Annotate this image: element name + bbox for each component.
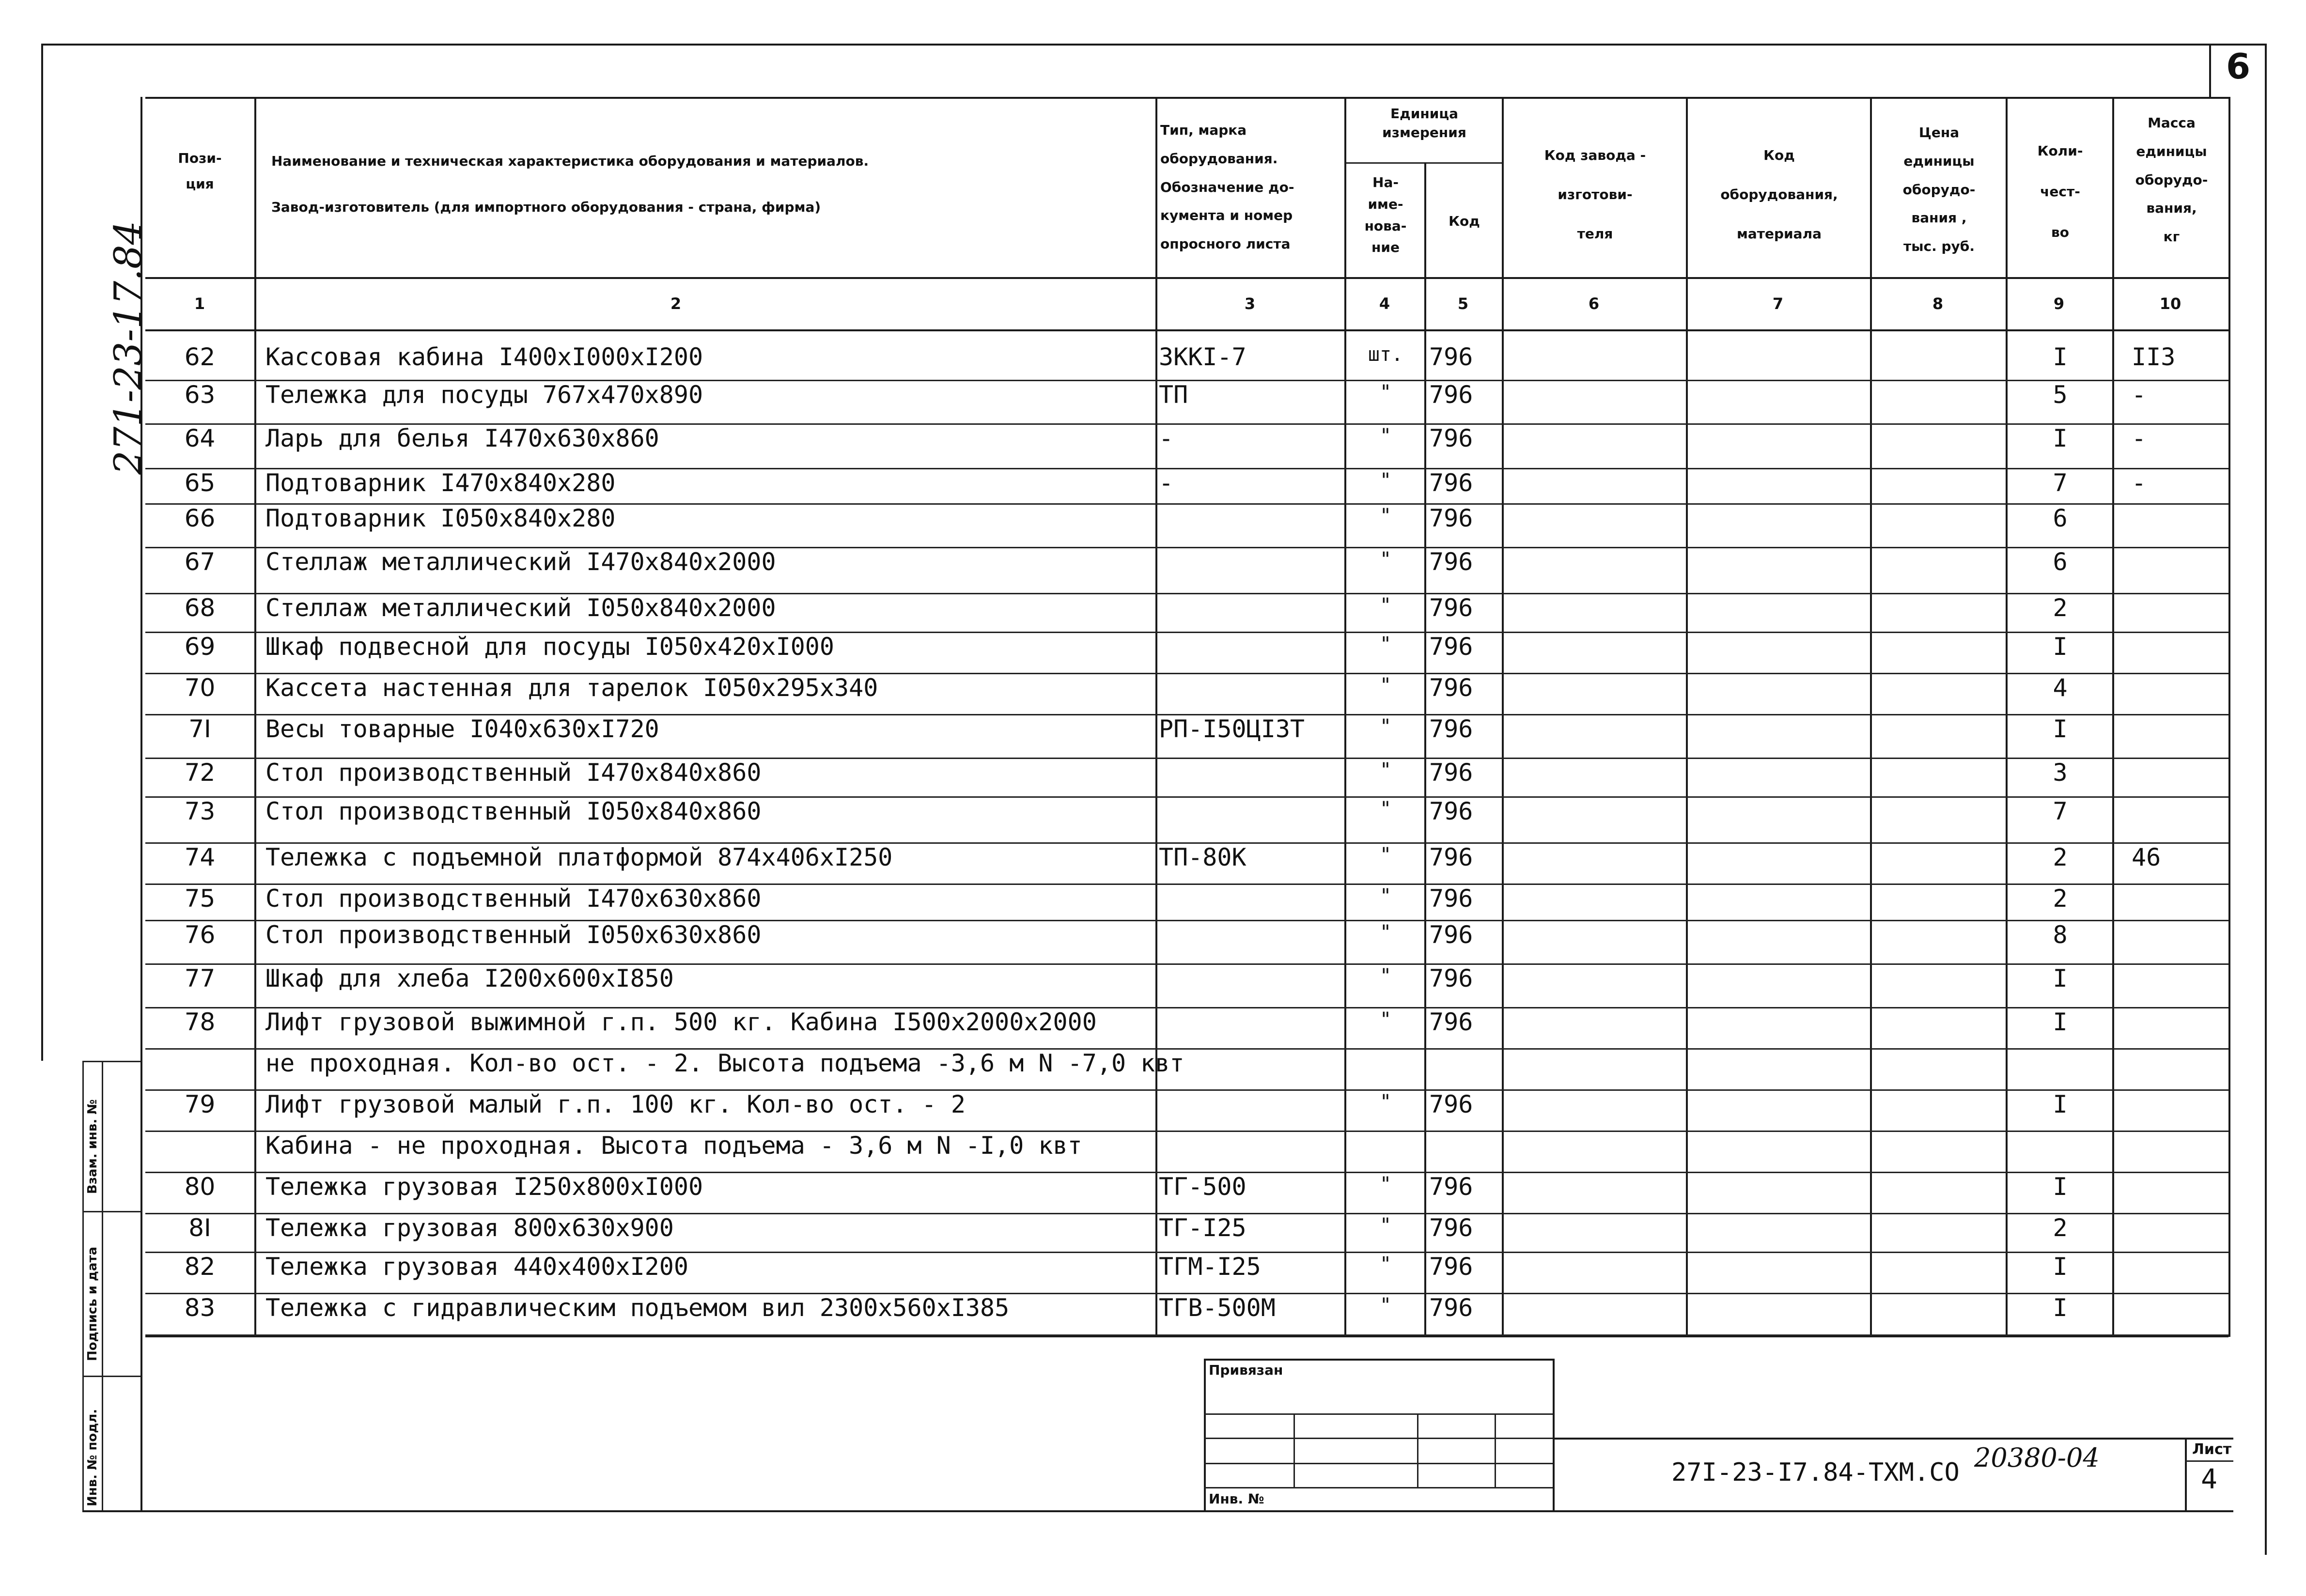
row-position: 79 <box>184 1090 216 1118</box>
row-name: Лифт грузовой выжимной г.п. 500 кг. Кабина I500х2000х2000 <box>265 1008 1097 1036</box>
row-position: 72 <box>184 759 216 787</box>
stamp-row-2 <box>1204 1438 1553 1439</box>
row-unit: " <box>1379 715 1392 738</box>
row-quantity: I <box>2053 1173 2068 1201</box>
row-name: Стол производственный I470х630х860 <box>265 884 762 913</box>
row-type: ТГ-I25 <box>1159 1214 1246 1242</box>
row-position: 82 <box>184 1253 216 1281</box>
column-number-8: 8 <box>1932 294 1944 313</box>
row-position: 80 <box>184 1173 216 1201</box>
header-position: Пози- ция <box>178 150 222 192</box>
row-position: 7I <box>188 715 211 743</box>
row-name: Стеллаж металлический I050х840х2000 <box>265 594 776 622</box>
frame-right <box>2265 44 2267 1555</box>
side-stamp-div1 <box>82 1211 140 1212</box>
header-unit-group: Единица измерения <box>1382 106 1466 141</box>
frame-top <box>41 44 2265 46</box>
col-line-9 <box>2112 97 2114 1337</box>
row-unit: " <box>1379 1214 1392 1237</box>
column-number-6: 6 <box>1588 294 1600 313</box>
sheet-corner-number: 6 <box>2226 46 2251 87</box>
row-quantity: 2 <box>2053 843 2068 871</box>
row-quantity: I <box>2053 1253 2068 1281</box>
row-name: Тележка с подъемной платформой 874х406хI250 <box>265 843 893 871</box>
row-position: 8I <box>188 1214 211 1242</box>
row-quantity: 7 <box>2053 797 2068 825</box>
row-unit-code: 796 <box>1429 1090 1473 1118</box>
row-unit-code: 796 <box>1429 548 1473 576</box>
col-line-2 <box>1155 97 1157 1337</box>
row-quantity: 5 <box>2053 381 2068 409</box>
row-position: 69 <box>184 633 216 661</box>
row-unit: " <box>1379 798 1392 820</box>
document-code: 27I-23-I7.84-ТХМ.СО <box>1671 1458 1960 1487</box>
side-stamp-mid <box>102 1061 103 1510</box>
row-name: Тележка грузовая 800х630х900 <box>265 1214 674 1242</box>
row-unit: " <box>1379 594 1392 617</box>
row-quantity: 8 <box>2053 921 2068 949</box>
title-block-top <box>1553 1438 2233 1440</box>
row-name: Стол производственный I050х840х860 <box>265 797 762 825</box>
side-label-replace-inv: Взам. инв. № <box>85 1099 100 1194</box>
sheet-label: Лист <box>2192 1441 2232 1458</box>
row-quantity: 2 <box>2053 884 2068 913</box>
row-unit: " <box>1379 1294 1392 1317</box>
row-name: не проходная. Кол-во ост. - 2. Высота подъема -3,6 м N -7,0 квт <box>265 1049 1184 1077</box>
row-quantity: I <box>2053 343 2068 371</box>
col-line-7 <box>1870 97 1872 1337</box>
row-mass: - <box>2132 424 2147 452</box>
row-name: Тележка с гидравлическим подъемом вил 2300х560хI385 <box>265 1294 1010 1322</box>
row-position: 70 <box>184 674 216 702</box>
row-unit: " <box>1379 965 1392 987</box>
row-name: Стол производственный I470х840х860 <box>265 759 762 787</box>
row-type: РП-I50ЦI3Т <box>1159 715 1305 743</box>
row-divider <box>145 1334 2228 1336</box>
header-type: Тип, марка оборудования. Обозначение до- кумента и номер опросного листа <box>1160 122 1294 252</box>
row-mass: - <box>2132 469 2147 497</box>
handwritten-number: 20380-04 <box>1974 1442 2100 1473</box>
row-name: Подтоварник I050х840х280 <box>265 504 616 532</box>
stamp-row-4 <box>1204 1487 1553 1488</box>
side-label-inv-orig: Инв. № подл. <box>85 1409 100 1506</box>
row-mass: II3 <box>2132 343 2176 371</box>
row-name: Подтоварник I470х840х280 <box>265 469 616 497</box>
row-type: ТГ-500 <box>1159 1173 1246 1201</box>
row-quantity: 4 <box>2053 674 2068 702</box>
row-name: Кассовая кабина I400хI000хI200 <box>265 343 703 371</box>
row-type: - <box>1159 424 1174 452</box>
row-unit-code: 796 <box>1429 674 1473 702</box>
row-quantity: 6 <box>2053 504 2068 532</box>
row-mass: 46 <box>2132 843 2161 871</box>
row-unit-code: 796 <box>1429 1253 1473 1281</box>
side-stamp-div2 <box>82 1376 140 1377</box>
row-unit-code: 796 <box>1429 759 1473 787</box>
row-unit: " <box>1379 674 1392 697</box>
row-position: 77 <box>184 964 216 992</box>
stamp-right <box>1553 1359 1555 1510</box>
header-name: Наименование и техническая характеристика оборудования и материалов. Завод-изготовитель (для импортного оборудования - страна, фирма) <box>271 153 869 216</box>
row-unit: " <box>1379 921 1392 944</box>
row-unit-code: 796 <box>1429 1294 1473 1322</box>
row-position: 76 <box>184 921 216 949</box>
row-mass: - <box>2132 381 2147 409</box>
col-line-4 <box>1424 162 1426 1337</box>
column-number-2: 2 <box>670 294 682 313</box>
stamp-row-1 <box>1204 1413 1553 1415</box>
margin-left-edge <box>41 44 43 1061</box>
row-name: Тележка для посуды 767х470х890 <box>265 381 703 409</box>
row-position: 74 <box>184 843 216 871</box>
row-quantity: I <box>2053 964 2068 992</box>
row-unit-code: 796 <box>1429 884 1473 913</box>
row-unit-code: 796 <box>1429 594 1473 622</box>
row-position: 66 <box>184 504 216 532</box>
sheet-number: 4 <box>2201 1464 2217 1495</box>
stamp-attached-label: Привязан <box>1209 1362 1283 1378</box>
row-unit-code: 796 <box>1429 343 1473 371</box>
column-number-9: 9 <box>2053 294 2065 313</box>
row-position: 68 <box>184 594 216 622</box>
row-unit-code: 796 <box>1429 1214 1473 1242</box>
row-name: Кассета настенная для тарелок I050х295х340 <box>265 674 878 702</box>
header-unit-code: Код <box>1449 213 1480 229</box>
row-quantity: I <box>2053 1090 2068 1118</box>
row-unit: " <box>1379 759 1392 781</box>
row-name: Лифт грузовой малый г.п. 100 кг. Кол-во ост. - 2 <box>265 1090 966 1118</box>
row-type: ТГВ-500М <box>1159 1294 1276 1322</box>
row-unit: " <box>1379 1091 1392 1113</box>
stamp-inv-label: Инв. № <box>1209 1491 1264 1507</box>
row-unit: " <box>1379 885 1392 907</box>
row-position: 63 <box>184 381 216 409</box>
row-unit-code: 796 <box>1429 424 1473 452</box>
row-unit-code: 796 <box>1429 1173 1473 1201</box>
row-unit-code: 796 <box>1429 715 1473 743</box>
row-name: Шкаф подвесной для посуды I050х420хI000 <box>265 633 834 661</box>
header-equip-code: Код оборудования, материала <box>1720 147 1838 242</box>
row-unit-code: 796 <box>1429 921 1473 949</box>
row-quantity: 2 <box>2053 1214 2068 1242</box>
row-position: 83 <box>184 1294 216 1322</box>
frame-bottom <box>82 1510 2233 1512</box>
row-unit-code: 796 <box>1429 469 1473 497</box>
side-label-sign-date: Подпись и дата <box>85 1246 100 1361</box>
header-unit-name: На- име- нова- ние <box>1364 174 1407 256</box>
row-quantity: I <box>2053 715 2068 743</box>
row-name: Стол производственный I050х630х860 <box>265 921 762 949</box>
row-name: Весы товарные I040х630хI720 <box>265 715 659 743</box>
sheet-box-divider <box>2185 1460 2233 1462</box>
row-quantity: I <box>2053 1008 2068 1036</box>
row-quantity: 2 <box>2053 594 2068 622</box>
header-mass: Масса единицы оборудо- вания, кг <box>2135 115 2208 245</box>
stamp-top <box>1204 1359 1553 1361</box>
row-position: 73 <box>184 797 216 825</box>
stamp-col-3 <box>1495 1413 1496 1487</box>
row-unit-code: 796 <box>1429 504 1473 532</box>
col-line-8 <box>2006 97 2008 1337</box>
row-position: 78 <box>184 1008 216 1036</box>
side-stamp-top <box>82 1061 140 1062</box>
row-name: Тележка грузовая I250х800хI000 <box>265 1173 703 1201</box>
row-unit: шт. <box>1368 343 1403 366</box>
row-quantity: I <box>2053 633 2068 661</box>
row-quantity: 3 <box>2053 759 2068 787</box>
row-unit: " <box>1379 1253 1392 1275</box>
header-factory-code: Код завода - изготови- теля <box>1544 147 1646 242</box>
row-unit: " <box>1379 381 1392 403</box>
row-type: ТГМ-I25 <box>1159 1253 1261 1281</box>
col-line-5 <box>1502 97 1504 1337</box>
header-price: Цена единицы оборудо- вания , тыс. руб. <box>1902 124 1976 255</box>
row-unit-code: 796 <box>1429 633 1473 661</box>
corner-box-left <box>2209 44 2211 97</box>
row-unit: " <box>1379 633 1392 655</box>
row-unit: " <box>1379 548 1392 571</box>
header-qty: Коли- чест- во <box>2037 143 2083 240</box>
row-position: 67 <box>184 548 216 576</box>
row-position: 64 <box>184 424 216 452</box>
col-line-10 <box>2228 97 2230 1337</box>
stamp-row-3 <box>1204 1463 1553 1464</box>
colnum-bottom <box>145 329 2228 331</box>
row-unit-code: 796 <box>1429 964 1473 992</box>
column-number-3: 3 <box>1244 294 1256 313</box>
row-unit-code: 796 <box>1429 381 1473 409</box>
row-type: ЗККI-7 <box>1159 343 1246 371</box>
row-type: ТП-80К <box>1159 843 1246 871</box>
column-number-10: 10 <box>2159 294 2181 313</box>
row-quantity: I <box>2053 1294 2068 1322</box>
col-line-6 <box>1686 97 1688 1337</box>
column-number-1: 1 <box>194 294 205 313</box>
row-type: - <box>1159 469 1174 497</box>
row-position: 62 <box>184 343 216 371</box>
row-name: Тележка грузовая 440х400хI200 <box>265 1253 688 1281</box>
row-quantity: 7 <box>2053 469 2068 497</box>
row-name: Ларь для белья I470х630х860 <box>265 424 659 452</box>
row-position: 75 <box>184 884 216 913</box>
column-number-5: 5 <box>1457 294 1469 313</box>
stamp-col-2 <box>1417 1413 1418 1487</box>
row-unit: " <box>1379 1008 1392 1031</box>
row-quantity: 6 <box>2053 548 2068 576</box>
row-name: Стеллаж металлический I470х840х2000 <box>265 548 776 576</box>
stamp-col-1 <box>1293 1413 1295 1487</box>
row-unit-code: 796 <box>1429 843 1473 871</box>
row-unit-code: 796 <box>1429 797 1473 825</box>
column-number-4: 4 <box>1379 294 1390 313</box>
row-unit: " <box>1379 505 1392 527</box>
unit-group-divider <box>1344 162 1502 164</box>
column-number-7: 7 <box>1772 294 1784 313</box>
row-unit: " <box>1379 1173 1392 1195</box>
row-unit-code: 796 <box>1429 1008 1473 1036</box>
row-unit: " <box>1379 425 1392 447</box>
row-position: 65 <box>184 469 216 497</box>
row-type: ТП <box>1159 381 1188 409</box>
header-bottom <box>145 277 2228 279</box>
row-unit: " <box>1379 844 1392 866</box>
side-stamp-border <box>82 1061 84 1510</box>
side-document-code: 271-23-17.84 <box>107 220 150 475</box>
col-line-3 <box>1344 97 1346 1337</box>
table-top <box>145 97 2228 99</box>
row-name: Кабина - не проходная. Высота подъема - 3,6 м N -I,0 квт <box>265 1131 1082 1160</box>
row-name: Шкаф для хлеба I200х600хI850 <box>265 964 674 992</box>
row-unit: " <box>1379 469 1392 492</box>
row-quantity: I <box>2053 424 2068 452</box>
col-line-1 <box>254 97 256 1337</box>
